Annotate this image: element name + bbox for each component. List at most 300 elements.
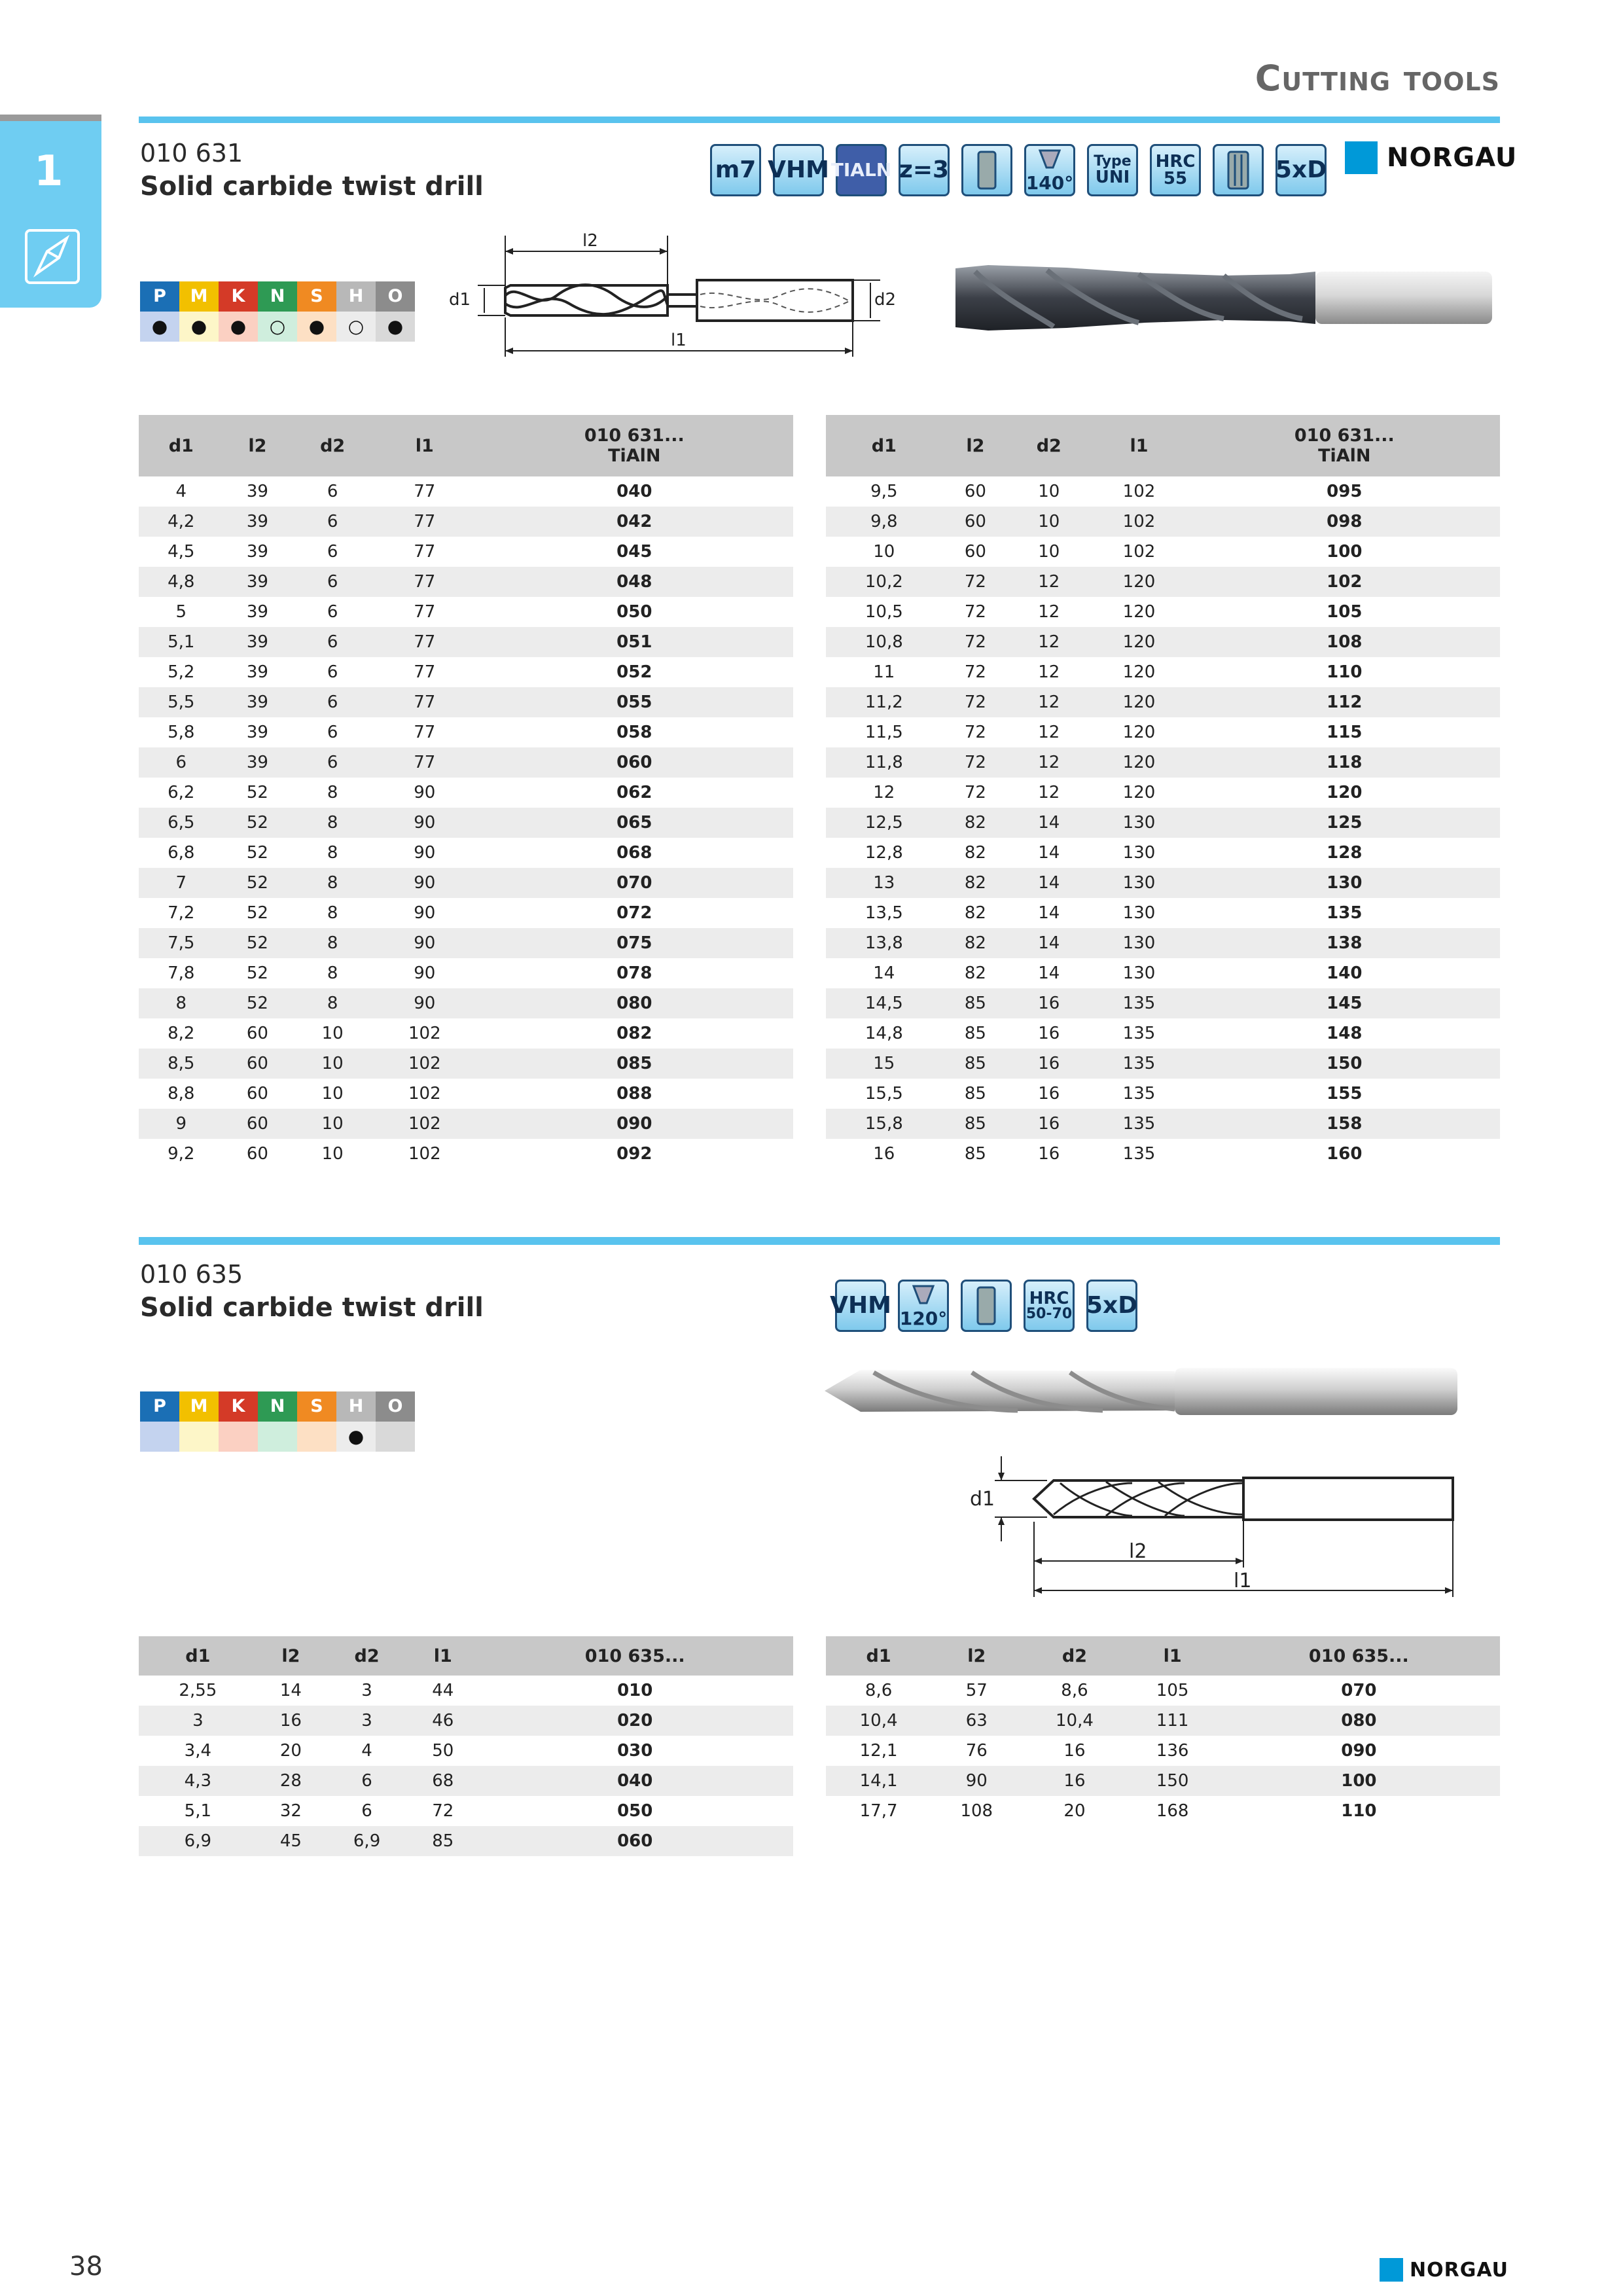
hrc-badge: HRC 50-70: [1024, 1280, 1075, 1332]
dimension-cell: 60: [964, 542, 986, 562]
iso-group-m: M: [179, 1391, 219, 1422]
order-code-cell: 080: [1218, 1706, 1500, 1736]
dimension-cell: 120: [1122, 723, 1156, 742]
table-row: [826, 687, 1500, 717]
dimension-cell: 6: [291, 507, 374, 537]
product2-table-left: [139, 1636, 793, 1856]
iso-suitability-p: ●: [140, 312, 179, 342]
order-code-cell: 125: [1189, 808, 1500, 838]
dim-l1-label-2: l1: [1234, 1570, 1252, 1592]
dimension-cell: 6: [327, 723, 338, 742]
order-code-cell: 085: [476, 1049, 793, 1079]
dimension-cell: 85: [942, 988, 1009, 1018]
table-row: [826, 928, 1500, 958]
footer-brand-logo: NORGAU: [1380, 2258, 1508, 2282]
dimension-cell: 60: [942, 507, 1009, 537]
dimension-cell: 135: [1089, 988, 1188, 1018]
dimension-cell: 135: [1122, 1084, 1156, 1103]
5xd-badge: 5xD: [1086, 1280, 1137, 1332]
dimension-cell: 68: [409, 1766, 476, 1796]
dimension-cell: 52: [224, 988, 292, 1018]
order-code-cell: 090: [1341, 1741, 1377, 1761]
section-rule-2: [139, 1237, 1500, 1245]
dimension-cell: 14: [1008, 868, 1089, 898]
order-code-cell: 010: [617, 1681, 653, 1700]
dimension-cell: 8: [327, 843, 338, 863]
dimension-cell: 16: [257, 1706, 325, 1736]
dimension-cell: 7,5: [139, 928, 224, 958]
dimension-cell: 10,8: [826, 627, 942, 657]
order-code-cell: 060: [476, 747, 793, 778]
dimension-cell: 130: [1122, 963, 1156, 983]
dimension-cell: 32: [279, 1801, 302, 1821]
column-header: d2: [291, 415, 374, 476]
dimension-cell: 5,1: [184, 1801, 212, 1821]
column-header: l2: [931, 1636, 1022, 1676]
dimension-cell: 52: [224, 808, 292, 838]
table-row: [139, 1766, 793, 1796]
dimension-cell: 3: [139, 1706, 257, 1736]
dimension-cell: 39: [224, 627, 292, 657]
iso-suitability-n: [258, 1422, 297, 1452]
dimension-cell: 90: [414, 843, 436, 863]
dimension-cell: 16: [873, 1144, 895, 1164]
5xd-badge: 5xD: [1275, 144, 1327, 196]
column-header: l2: [224, 415, 292, 476]
table-row: [826, 1766, 1500, 1796]
dimension-cell: 12: [873, 783, 895, 802]
tialn-badge: TIALN: [836, 144, 887, 196]
dimension-cell: 6,9: [325, 1826, 409, 1856]
dimension-cell: 10,2: [826, 567, 942, 597]
dimension-cell: 12,1: [859, 1741, 898, 1761]
dimension-cell: 77: [414, 662, 436, 682]
table-row: [826, 808, 1500, 838]
dimension-cell: 76: [965, 1741, 988, 1761]
order-code-cell: 130: [1189, 868, 1500, 898]
iso-group-m: M: [179, 281, 219, 312]
iso-group-s: S: [297, 281, 336, 312]
dimension-cell: 14: [1008, 928, 1089, 958]
drill-photo-2: [821, 1358, 1463, 1424]
dimension-cell: 44: [432, 1681, 454, 1700]
dimension-cell: 8,5: [139, 1049, 224, 1079]
order-code-cell: 135: [1327, 903, 1363, 923]
iso-group-k: K: [219, 1391, 258, 1422]
order-code-cell: 100: [1218, 1766, 1500, 1796]
dimension-cell: 14,5: [826, 988, 942, 1018]
dimension-cell: 6,9: [139, 1826, 257, 1856]
dimension-cell: 72: [964, 783, 986, 802]
table-row: [139, 838, 793, 868]
column-header: d2: [325, 1636, 409, 1676]
order-code-cell: 055: [476, 687, 793, 717]
dimension-cell: 120: [1089, 627, 1188, 657]
dimension-cell: 90: [374, 868, 476, 898]
order-code-cell: 072: [616, 903, 652, 923]
iso-suitability-k: [219, 1422, 258, 1452]
order-code-cell: 070: [1341, 1681, 1377, 1700]
dimension-cell: 90: [374, 928, 476, 958]
dimension-cell: 120: [1089, 567, 1188, 597]
vhm-badge: VHM: [835, 1280, 886, 1332]
order-code-cell: 042: [476, 507, 793, 537]
product1-iso-dots: [140, 312, 415, 342]
dimension-cell: 14: [1008, 808, 1089, 838]
iso-group-h: H: [336, 281, 376, 312]
chapter-gray-bar: [0, 115, 101, 121]
product2-iso-dots: [140, 1422, 415, 1452]
dimension-cell: 7,8: [168, 963, 195, 983]
order-code-cell: 075: [476, 928, 793, 958]
dimension-cell: 5: [175, 602, 187, 622]
column-header: 010 631... TiAlN: [1189, 415, 1500, 476]
column-header: d1: [826, 1636, 931, 1676]
order-code-cell: 045: [616, 542, 652, 562]
dimension-cell: 52: [246, 843, 268, 863]
dimension-cell: 77: [414, 482, 436, 501]
dimension-cell: 14: [279, 1681, 302, 1700]
dimension-cell: 6: [327, 542, 338, 562]
table-row: [139, 476, 793, 507]
dimension-cell: 10: [1038, 542, 1060, 562]
column-header: 010 635...: [476, 1636, 793, 1676]
dimension-cell: 72: [964, 662, 986, 682]
iso-suitability-m: [179, 1422, 219, 1452]
dimension-cell: 52: [246, 903, 268, 923]
order-code-cell: 090: [476, 1109, 793, 1139]
order-code-cell: 065: [476, 808, 793, 838]
column-header: d2: [1022, 1636, 1127, 1676]
iso-group-n: N: [258, 1391, 297, 1422]
dimension-cell: 15,8: [826, 1109, 942, 1139]
dimension-cell: 77: [374, 687, 476, 717]
dimension-cell: 14,1: [826, 1766, 931, 1796]
table-row: [139, 1676, 793, 1706]
dimension-cell: 6,5: [139, 808, 224, 838]
dimension-cell: 105: [1156, 1681, 1189, 1700]
footer-brand-square-icon: [1380, 2258, 1403, 2282]
table-row: [826, 537, 1500, 567]
column-header: d1: [139, 415, 224, 476]
order-code-cell: 068: [616, 843, 652, 863]
hrc-badge: HRC 55: [1150, 144, 1201, 196]
table-row: [139, 1079, 793, 1109]
dimension-cell: 3,4: [184, 1741, 212, 1761]
dimension-cell: 135: [1122, 1024, 1156, 1043]
dimension-cell: 4: [361, 1741, 372, 1761]
dimension-cell: 85: [964, 1144, 986, 1164]
dimension-cell: 16: [1038, 1144, 1060, 1164]
order-code-cell: 051: [476, 627, 793, 657]
dimension-cell: 72: [964, 723, 986, 742]
dimension-cell: 72: [942, 567, 1009, 597]
order-code-cell: 102: [1189, 567, 1500, 597]
dimension-cell: 6: [327, 662, 338, 682]
dimension-cell: 8: [139, 988, 224, 1018]
dimension-cell: 135: [1089, 1049, 1188, 1079]
order-code-cell: 048: [476, 567, 793, 597]
column-header: l1: [374, 415, 476, 476]
order-code-cell: 100: [1327, 542, 1363, 562]
dimension-cell: 90: [931, 1766, 1022, 1796]
iso-group-h: H: [336, 1391, 376, 1422]
dimension-cell: 120: [1122, 783, 1156, 802]
dimension-cell: 13: [826, 868, 942, 898]
table-row: [139, 747, 793, 778]
dimension-cell: 12: [1008, 567, 1089, 597]
dimension-cell: 102: [408, 1084, 441, 1103]
dimension-cell: 10: [291, 1049, 374, 1079]
coolant-icon: [1213, 144, 1264, 196]
table-row: [139, 1736, 793, 1766]
order-code-cell: 020: [476, 1706, 793, 1736]
dimension-cell: 63: [931, 1706, 1022, 1736]
dimension-cell: 77: [374, 507, 476, 537]
order-code-cell: 108: [1189, 627, 1500, 657]
dimension-cell: 10,5: [865, 602, 903, 622]
order-code-cell: 128: [1327, 843, 1363, 863]
dimension-cell: 7,2: [168, 903, 195, 923]
dimension-cell: 9,5: [870, 482, 898, 501]
dimension-cell: 13,8: [826, 928, 942, 958]
dimension-cell: 10: [1038, 482, 1060, 501]
order-code-cell: 138: [1189, 928, 1500, 958]
point-angle-icon: 140°: [1024, 144, 1075, 196]
dimension-cell: 9,2: [168, 1144, 195, 1164]
order-code-cell: 155: [1327, 1084, 1363, 1103]
table-row: [139, 657, 793, 687]
order-code-cell: 060: [476, 1826, 793, 1856]
shank-icon: [961, 144, 1012, 196]
dimension-cell: 12,8: [865, 843, 903, 863]
iso-group-o: O: [376, 281, 415, 312]
table-row: [826, 627, 1500, 657]
dimension-cell: 5,1: [139, 627, 224, 657]
dimension-cell: 85: [964, 1084, 986, 1103]
dimension-cell: 52: [246, 963, 268, 983]
dimension-cell: 85: [964, 1024, 986, 1043]
dimension-cell: 39: [224, 507, 292, 537]
order-code-cell: 082: [616, 1024, 652, 1043]
column-header: l2: [942, 415, 1009, 476]
table-row: [826, 898, 1500, 928]
dimension-cell: 82: [942, 868, 1009, 898]
dimension-cell: 82: [942, 928, 1009, 958]
table-row: [139, 687, 793, 717]
dimension-cell: 16: [1008, 988, 1089, 1018]
dimension-cell: 12: [1038, 723, 1060, 742]
column-header: l1: [1089, 415, 1188, 476]
product1-table-right: [826, 415, 1500, 1169]
column-header: d1: [826, 415, 942, 476]
dimension-cell: 120: [1122, 602, 1156, 622]
order-code-cell: 040: [476, 1766, 793, 1796]
iso-suitability-n: ○: [258, 312, 297, 342]
column-header: 010 635...: [1218, 1636, 1500, 1676]
dimension-cell: 15: [826, 1049, 942, 1079]
order-code-cell: 158: [1189, 1109, 1500, 1139]
dimension-cell: 16: [1038, 1024, 1060, 1043]
dimension-cell: 6: [291, 627, 374, 657]
dimension-cell: 60: [224, 1109, 292, 1139]
table-row: [826, 1796, 1500, 1826]
dimension-cell: 102: [1122, 542, 1156, 562]
dimension-cell: 52: [246, 783, 268, 802]
dimension-cell: 11,5: [865, 723, 903, 742]
dimension-cell: 90: [414, 963, 436, 983]
brand-logo: NORGAU: [1345, 141, 1517, 174]
dimension-cell: 45: [257, 1826, 325, 1856]
dimension-cell: 46: [409, 1706, 476, 1736]
dimension-cell: 6: [291, 687, 374, 717]
iso-suitability-h: ○: [336, 312, 376, 342]
table-row: [139, 1109, 793, 1139]
dimension-cell: 130: [1089, 868, 1188, 898]
table-row: [826, 476, 1500, 507]
dimension-cell: 39: [224, 747, 292, 778]
dimension-cell: 12: [1008, 747, 1089, 778]
dimension-cell: 8: [291, 868, 374, 898]
dimension-cell: 6,8: [168, 843, 195, 863]
order-code-cell: 040: [616, 482, 652, 501]
dimension-cell: 120: [1089, 747, 1188, 778]
table-row: [139, 988, 793, 1018]
dimension-cell: 7: [139, 868, 224, 898]
table-row: [139, 1139, 793, 1169]
column-header: l2: [257, 1636, 325, 1676]
iso-suitability-h: ●: [336, 1422, 376, 1452]
dimension-cell: 85: [942, 1109, 1009, 1139]
dimension-cell: 102: [1089, 507, 1188, 537]
dimension-cell: 72: [942, 627, 1009, 657]
order-code-cell: 145: [1189, 988, 1500, 1018]
shank-icon: [961, 1280, 1012, 1332]
order-code-cell: 050: [617, 1801, 653, 1821]
order-code-cell: 050: [616, 602, 652, 622]
dimension-cell: 11: [873, 662, 895, 682]
dimension-cell: 14: [1038, 963, 1060, 983]
dimension-cell: 6: [361, 1801, 372, 1821]
dimension-cell: 85: [942, 1049, 1009, 1079]
dimension-cell: 130: [1122, 843, 1156, 863]
vhm-badge: VHM: [773, 144, 824, 196]
dimension-cell: 72: [964, 602, 986, 622]
dimension-cell: 4: [175, 482, 187, 501]
header-rule: [139, 117, 1500, 123]
dimension-cell: 57: [965, 1681, 988, 1700]
order-code-cell: 148: [1327, 1024, 1363, 1043]
table-row: [826, 838, 1500, 868]
dimension-cell: 8: [327, 963, 338, 983]
table-row: [139, 537, 793, 567]
dimension-cell: 5,8: [168, 723, 195, 742]
iso-group-o: O: [376, 1391, 415, 1422]
dimension-cell: 16: [1063, 1741, 1086, 1761]
dimension-cell: 11,2: [826, 687, 942, 717]
dimension-cell: 39: [246, 482, 268, 501]
dimension-cell: 8: [327, 783, 338, 802]
table-row: [139, 958, 793, 988]
product2-title: Solid carbide twist drill: [140, 1293, 484, 1323]
drill-photo-1: [949, 259, 1499, 337]
table-row: [826, 988, 1500, 1018]
dimension-cell: 3: [325, 1706, 409, 1736]
dimension-cell: 60: [246, 1144, 268, 1164]
dimension-cell: 77: [414, 602, 436, 622]
dimension-cell: 14,8: [865, 1024, 903, 1043]
dimension-cell: 77: [374, 747, 476, 778]
dimension-cell: 3: [361, 1681, 372, 1700]
dimension-cell: 52: [224, 928, 292, 958]
dimension-cell: 8: [291, 988, 374, 1018]
dimension-cell: 39: [246, 723, 268, 742]
dimension-cell: 82: [964, 903, 986, 923]
order-code-cell: 095: [1327, 482, 1363, 501]
dimension-cell: 8,6: [865, 1681, 893, 1700]
dimension-cell: 12: [1008, 627, 1089, 657]
dimension-cell: 9: [139, 1109, 224, 1139]
dimension-cell: 14: [873, 963, 895, 983]
product2-table-right: [826, 1636, 1500, 1826]
page-number: 38: [69, 2251, 103, 2282]
order-code-cell: 105: [1327, 602, 1363, 622]
product1-code: 010 631: [140, 139, 243, 168]
chapter-number: 1: [34, 147, 63, 196]
product1-title: Solid carbide twist drill: [140, 171, 484, 202]
table-row: [139, 1018, 793, 1049]
dimension-cell: 6: [327, 482, 338, 501]
point-angle-icon: 120°: [898, 1280, 949, 1332]
dimension-cell: 77: [374, 567, 476, 597]
order-code-cell: 160: [1327, 1144, 1363, 1164]
order-code-cell: 098: [1189, 507, 1500, 537]
chapter-tab[interactable]: [0, 115, 101, 308]
table-row: [139, 898, 793, 928]
z3-badge: z=3: [899, 144, 950, 196]
table-row: [139, 928, 793, 958]
dimension-cell: 8: [291, 928, 374, 958]
order-code-cell: 118: [1189, 747, 1500, 778]
dimension-cell: 39: [246, 542, 268, 562]
dimension-cell: 39: [224, 687, 292, 717]
table-row: [139, 1796, 793, 1826]
order-code-cell: 140: [1327, 963, 1363, 983]
dimension-cell: 120: [1122, 662, 1156, 682]
drill-schematic-1: [445, 223, 897, 367]
dimension-cell: 12,5: [826, 808, 942, 838]
m7-badge: m7: [710, 144, 761, 196]
dimension-cell: 111: [1128, 1706, 1218, 1736]
dimension-cell: 9,8: [826, 507, 942, 537]
iso-suitability-k: ●: [219, 312, 258, 342]
table-row: [139, 507, 793, 537]
dimension-cell: 10,4: [826, 1706, 931, 1736]
dimension-cell: 150: [1128, 1766, 1218, 1796]
dimension-cell: 90: [414, 903, 436, 923]
table-row: [826, 657, 1500, 687]
dimension-cell: 11,8: [826, 747, 942, 778]
dimension-cell: 12: [1038, 662, 1060, 682]
dimension-cell: 50: [432, 1741, 454, 1761]
dimension-cell: 8,2: [168, 1024, 195, 1043]
type-uni-badge: Type UNI: [1087, 144, 1138, 196]
dim-d1-label: d1: [449, 290, 471, 310]
dimension-cell: 13,5: [865, 903, 903, 923]
dimension-cell: 85: [409, 1826, 476, 1856]
dimension-cell: 4,3: [139, 1766, 257, 1796]
dimension-cell: 60: [964, 482, 986, 501]
